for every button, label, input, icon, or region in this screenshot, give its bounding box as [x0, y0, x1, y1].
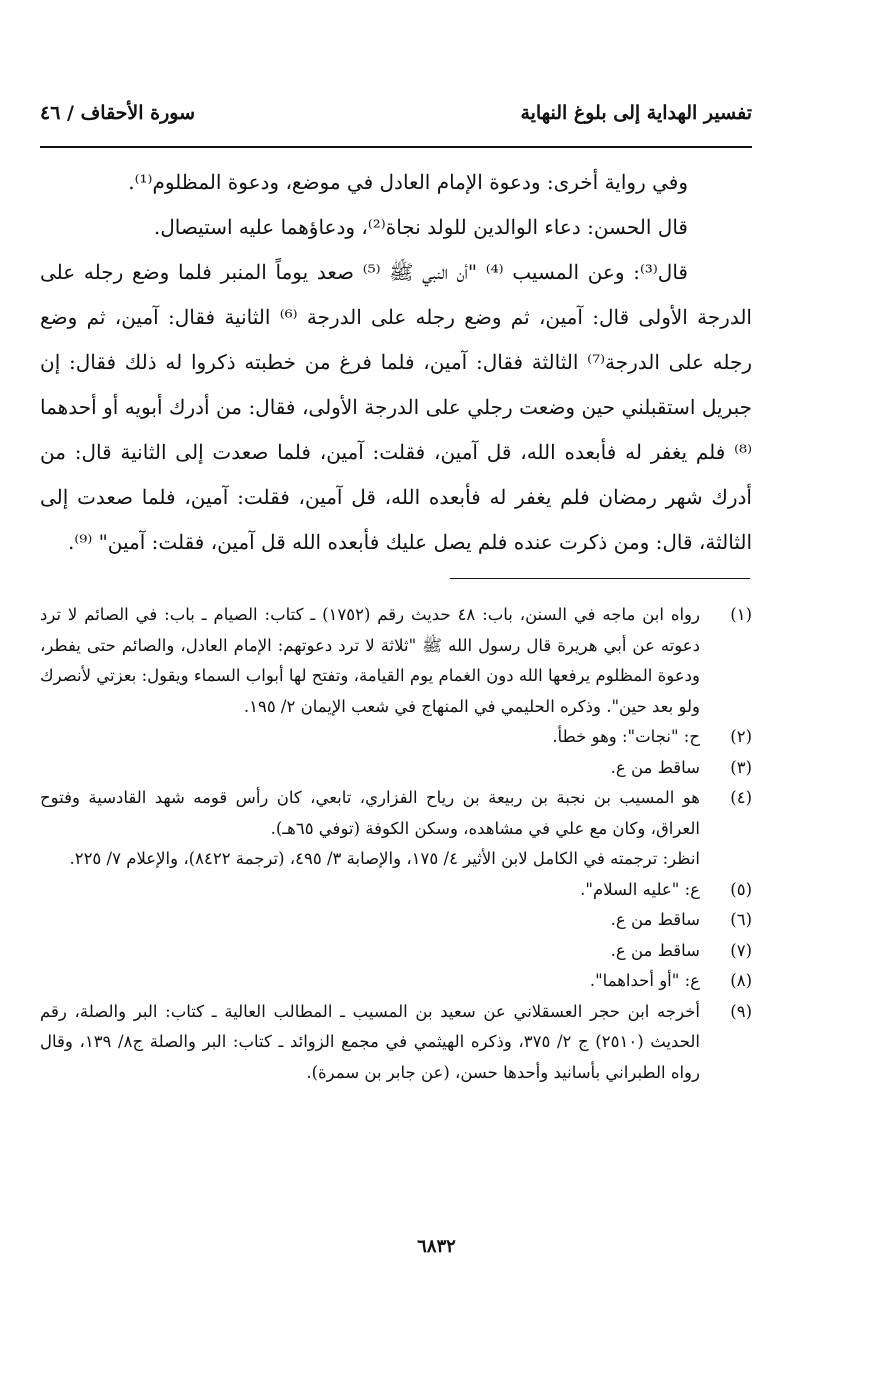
footnote-text: ع: "أو أحداهما". — [589, 971, 700, 990]
footnote-number: (٩) — [730, 1001, 752, 1021]
footnote — [40, 753, 752, 784]
main-paragraph: قال⁽³⁾: وعن المسيب ⁽⁴⁾ "أن النبي ﷺ ⁽⁵⁾ صعد يوماً المنبر فلما وضع رجله على الدرجة الأولى قال: آمين، ثم وضع رجله على الدرجة ⁽⁶⁾ الثانية فقال: آمين، ثم وضع رجله على الدرجة⁽⁷⁾ الثالثة فقال: آمين، فلما فرغ من خطبته ذكروا له ذلك فقال: إن جبريل استقبلني حين وضعت رجلي على الدرجة الأولى، فقال: من أدرك أبويه أو أحدهما ⁽⁸⁾ فلم يغفر له فأبعده الله، قل آمين، فقلت: آمين، فلما صعدت إلى الثانية قال: من أدرك شهر رمضان فلم يغفر له فأبعده الله، قل آمين، فقلت: آمين، فلما صعدت إلى الثالثة، قال: ومن ذكرت عنده فلم يصل عليك فأبعده الله قل آمين، فقلت: آمين" ⁽⁹⁾. — [40, 260, 753, 554]
footnote — [40, 997, 752, 1089]
footnote — [40, 600, 752, 722]
footnote-separator — [450, 578, 750, 579]
main-text — [40, 160, 752, 565]
footnote — [40, 844, 752, 875]
footnote-text: ح: "نجات": وهو خطأ. — [552, 727, 700, 746]
footnote-number: (٦) — [730, 910, 752, 929]
footnote-text: ساقط من ع. — [610, 910, 700, 929]
footnote-number: (٤) — [730, 788, 752, 807]
header-rule — [40, 146, 752, 148]
page-number: ٦٨٣٢ — [417, 1236, 456, 1257]
footnote-text: ساقط من ع. — [610, 757, 700, 777]
footnote-number: (١) — [730, 605, 752, 624]
footnote-text: هو المسيب بن نجبة بن ربيعة بن رياح الفزاري، تابعي، كان رأس قومه شهد القادسية وفتوح العراق، وكان مع علي في مشاهده، وسكن الكوفة (توفي ٦٥هـ). — [40, 788, 700, 838]
footnote-number — [700, 844, 752, 875]
footnote-number: (٥) — [730, 879, 752, 899]
footnote-text: رواه ابن ماجه في السنن، باب: ٤٨ حديث رقم (١٧٥٢) ـ كتاب: الصيام ـ باب: في الصائم لا ترد دعوته عن أبي هريرة قال رسول الله ﷺ "ثلاثة لا ترد دعوتهم: الإمام العادل، والصائم حتى يفطر، ودعوة المظلوم يرفعها الله دون الغمام يوم القيامة، وتفتح لها أبواب السماء ويقول: بعزتي لأنصرك ولو بعد حين". وذكره الحليمي في المنهاج في شعب الإيمان ٢/ ١٩٥. — [40, 605, 700, 716]
footnote — [40, 722, 752, 753]
footnote-number: (٢) — [730, 727, 752, 746]
book-title: تفسير الهداية إلى بلوغ النهاية — [520, 102, 752, 124]
footnote — [40, 875, 752, 906]
footnote — [40, 783, 752, 844]
footnotes — [40, 600, 752, 1088]
footnote-text: انظر: ترجمته في الكامل لابن الأثير ٤/ ١٧٥، والإصابة ٣/ ٤٩٥، (ترجمة ٨٤٢٢)، والإعلام ٧/ ٢٢٥. — [69, 849, 700, 868]
main-paragraph: وفي رواية أخرى: ودعوة الإمام العادل في موضع، ودعوة المظلوم⁽¹⁾. — [128, 170, 688, 194]
footnote-number: (٣) — [730, 757, 752, 777]
footnote — [40, 905, 752, 936]
footnote — [40, 966, 752, 997]
footnote-text: ساقط من ع. — [610, 940, 700, 960]
footnote-text: أخرجه ابن حجر العسقلاني عن سعيد بن المسيب ـ المطالب العالية ـ كتاب: البر والصلة، رقم الحديث (٢٥١٠) ج ٢/ ٣٧٥، وذكره الهيثمي في مجمع الزوائد ـ كتاب: البر والصلة ج٨/ ١٣٩، وقال رواه الطبراني بأسانيد وأحدها حسن، (عن جابر بن سمرة). — [40, 1001, 700, 1082]
footnote-number: (٨) — [730, 971, 752, 990]
main-paragraph: قال الحسن: دعاء الوالدين للولد نجاة⁽²⁾، ودعاؤهما عليه استيصال. — [153, 215, 688, 239]
surah-label: سورة الأحقاف / ٤٦ — [40, 102, 196, 124]
footnote — [40, 936, 752, 967]
footnote-number: (٧) — [730, 940, 752, 960]
footnote-text: ع: "عليه السلام". — [580, 879, 700, 899]
running-header — [40, 96, 752, 136]
